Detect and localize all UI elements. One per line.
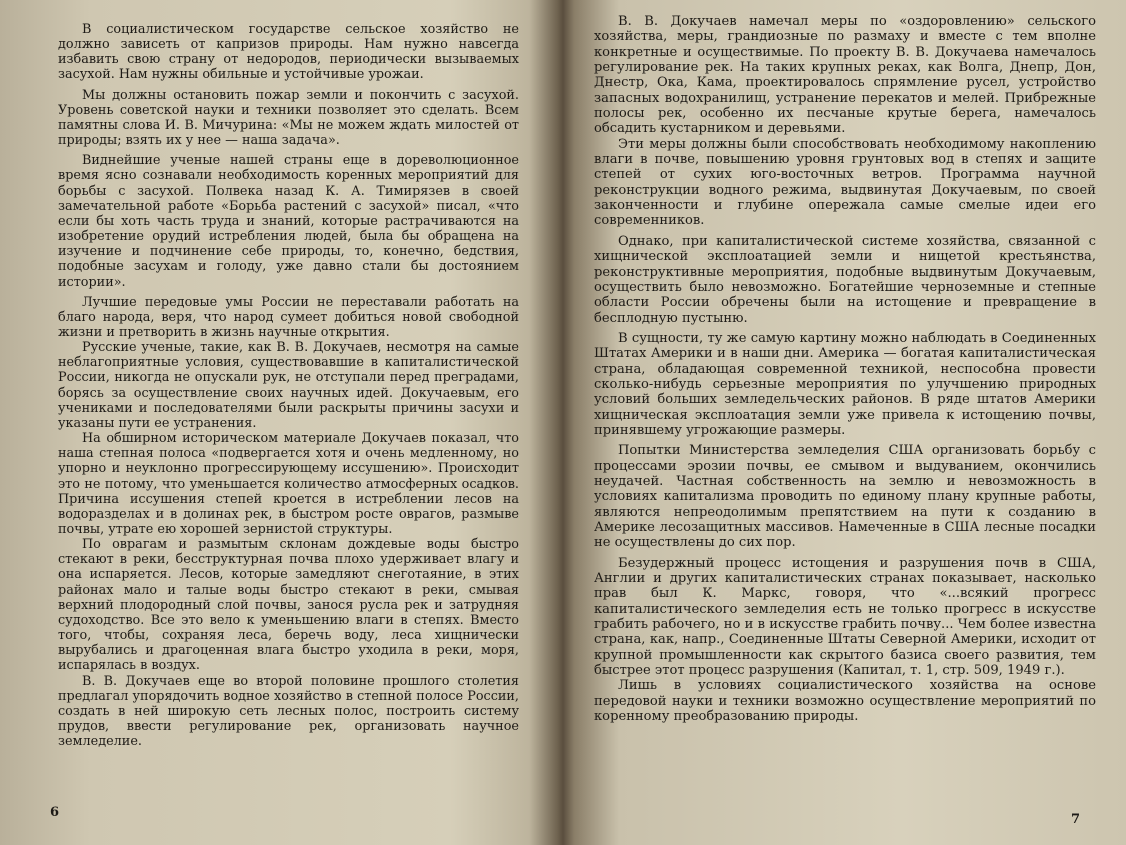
paragraph: В. В. Докучаев намечал меры по «оздоровлению» сельского хозяйства, меры, грандиозные по размаху и вместе с тем вполне конкретные и осуществимые. По проекту В. В. Докучаева намечалось регулирование рек. На таких крупных реках, как Волга, Днепр, Дон, Днестр, Ока, Кама, проектировалось спрямление русел, устройство запасных водохранилищ, устранение перекатов и мелей. Прибрежные полосы рек, особенно их песчаные крутые берега, намечалось обсадить кустарником и деревьями. [594,14,1096,137]
paragraph: В сущности, ту же самую картину можно наблюдать в Соединенных Штатах Америки и в наши дни. Америка — богатая капиталистическая страна, обладающая современной техникой, неспособна провести сколько-нибудь серьезные мероприятия по улучшению природных условий больших земледельческих районов. В ряде штатов Америки хищническая эксплоатация земли уже привела к истощению почвы, принявшему угрожающие размеры. [594,330,1096,438]
paragraph: Попытки Министерства земледелия США организовать борьбу с процессами эрозии почвы, ее смывом и выдуванием, окончились неудачей. Частная собственность на землю и невозможность в условиях капитализма проводить по единому плану крупные работы, являются непреодолимым препятствием на пути к созданию в Америке лесозащитных массивов. Намеченные в США лесные посадки не осуществлены до сих пор. [594,443,1096,551]
paragraph: В социалистическом государстве сельское хозяйство не должно зависеть от капризов природы. Нам нужно навсегда избавить свою страну от недородов, периодически вызываемых засухой. Нам нужны обильные и устойчивые урожаи. [58,22,519,83]
paragraph: Однако, при капиталистической системе хозяйства, связанной с хищнической эксплоатацией земли и нищетой крестьянства, реконструктивные мероприятия, подобные выдвинутым Докучаевым, осуществить было невозможно. Богатейшие черноземные и степные области России обречены были на истощение и превращение в бесплодную пустыню. [594,233,1096,326]
paragraph: В. В. Докучаев еще во второй половине прошлого столетия предлагал упорядочить водное хозяйство в степной полосе России, создать в ней широкую сеть лесных полос, построить систему прудов, ввести регулирование рек, организовать научное земледелие. [58,673,519,750]
paragraph: По оврагам и размытым склонам дождевые воды быстро стекают в реки, бесструктурная почва плохо удерживает влагу и она испаряется. Лесов, которые замедляют снеготаяние, в этих районах мало и талые воды быстро стекают в реки, смывая верхний плодородный слой почвы, занося русла рек и затрудняя судоходство. Все это вело к уменьшению влаги в степях. Вместо того, чтобы, сохраняя леса, беречь воду, леса хищнически вырубались и драгоценная влага быстро уходила в реки, моря, испарялась в воздух. [58,537,519,674]
right-page [560,0,1126,845]
paragraph: Русские ученые, такие, как В. В. Докучаев, несмотря на самые неблагоприятные условия, существовавшие в капиталистической России, никогда не опускали рук, не отступали перед преградами, борясь за осуществление своих научных идей. Докучаевым, его учениками и последователями были раскрыты причины засухи и указаны пути ее устранения. [58,340,519,431]
paragraph: Виднейшие ученые нашей страны еще в дореволюционное время ясно сознавали необходимость коренных мероприятий для борьбы с засухой. Полвека назад К. А. Тимирязев в своей замечательной работе «Борьба растений с засухой» писал, «что если бы хоть часть труда и знаний, которые растрачиваются на изобретение орудий истребления людей, была бы обращена на изучение и подчинение себе природы, то, конечно, бедствия, подобные засухам и голоду, уже давно стали бы достоянием истории». [58,153,519,290]
page-number: 6 [50,805,60,820]
left-page [0,0,545,845]
paragraph: На обширном историческом материале Докучаев показал, что наша степная полоса «подвергается хотя и очень медленному, но упорно и неуклонно прогрессирующему иссушению». Происходит это не потому, что уменьшается количество атмосферных осадков. Причина иссушения степей кроется в истреблении лесов на водоразделах и в долинах рек, в быстром росте оврагов, размыве почвы, утрате ею хорошей зернистой структуры. [58,431,519,537]
paragraph: Лучшие передовые умы России не переставали работать на благо народа, веря, что народ сумеет добиться новой свободной жизни и претворить в жизнь научные открытия. [58,294,519,340]
page-number: 7 [1070,812,1080,827]
paragraph: Лишь в условиях социалистического хозяйства на основе передовой науки и техники возможно осуществление мероприятий по коренному преобразованию природы. [594,678,1096,725]
paragraph: Мы должны остановить пожар земли и покончить с засухой. Уровень советской науки и техники позволяет это сделать. Всем памятны слова И. В. Мичурина: «Мы не можем ждать милостей от природы; взять их у нее — наша задача». [58,87,519,149]
paragraph: Безудержный процесс истощения и разрушения почв в США, Англии и других капиталистических странах показывает, насколько прав был К. Маркс, говоря, что «...всякий прогресс капиталистического земледелия есть не только прогресс в искусстве грабить рабочего, но и в искусстве грабить почву... Чем более известна страна, как, напр., Соединенные Штаты Северной Америки, исходит от крупной промышленности как скрытого базиса своего развития, тем быстрее этот процесс разрушения (Капитал, т. 1, стр. 509, 1949 г.). [594,555,1096,679]
paragraph: Эти меры должны были способствовать необходимому накоплению влаги в почве, повышению уровня грунтовых вод в степях и защите степей от сухих юго-восточных ветров. Программа научной реконструкции водного режима, выдвинутая Докучаевым, по своей законченности и глубине опережала самые смелые идеи его современников. [594,136,1096,229]
